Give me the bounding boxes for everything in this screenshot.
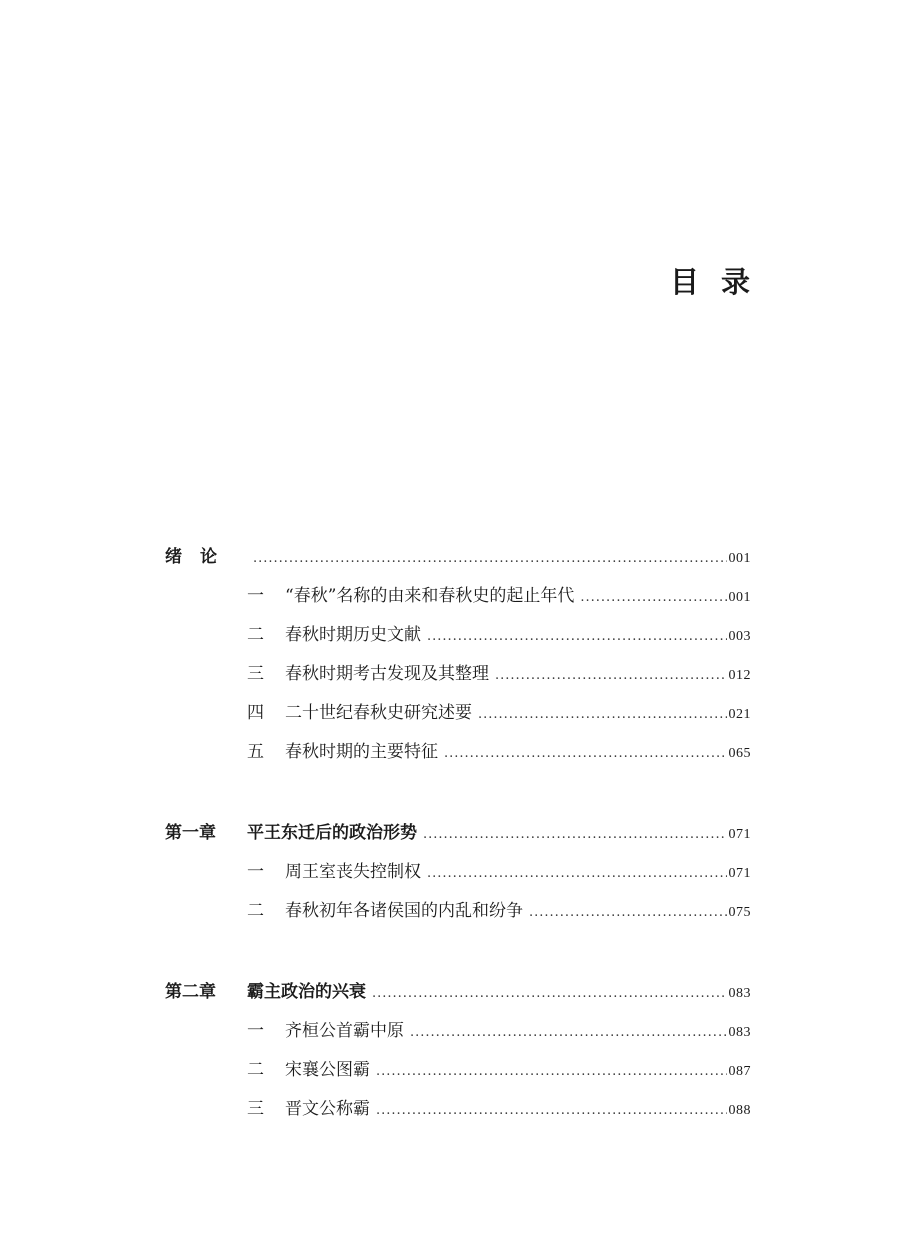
page-title: 目录 bbox=[669, 265, 772, 299]
toc-entry[interactable] bbox=[165, 1012, 751, 1051]
toc-entry[interactable] bbox=[165, 1090, 751, 1129]
entry-title: 齐桓公首霸中原 bbox=[285, 1021, 404, 1041]
toc-entry[interactable] bbox=[165, 655, 751, 694]
page-number: 001 bbox=[728, 590, 751, 605]
toc-entry[interactable] bbox=[165, 853, 751, 892]
toc-entry-chapter-1[interactable] bbox=[165, 814, 751, 853]
toc-section-chapter-1 bbox=[165, 814, 751, 931]
chapter-label: 第二章 bbox=[165, 982, 216, 1002]
toc-entry-intro[interactable] bbox=[165, 538, 751, 577]
entry-number: 五 bbox=[247, 742, 264, 762]
dot-leader bbox=[423, 815, 727, 854]
entry-title: 春秋时期历史文献 bbox=[285, 625, 421, 645]
entry-title: 春秋初年各诸侯国的内乱和纷争 bbox=[285, 901, 523, 921]
page-number: 071 bbox=[728, 866, 751, 881]
dot-leader bbox=[427, 617, 727, 656]
entry-number: 二 bbox=[247, 901, 264, 921]
page-number: 012 bbox=[728, 668, 751, 683]
toc-section-intro bbox=[165, 538, 751, 772]
entry-title: “春秋”名称的由来和春秋史的起止年代 bbox=[285, 586, 575, 606]
dot-leader bbox=[376, 1091, 727, 1130]
dot-leader bbox=[495, 656, 727, 695]
dot-leader bbox=[253, 539, 727, 578]
entry-number: 二 bbox=[247, 625, 264, 645]
toc-section-chapter-2 bbox=[165, 973, 751, 1129]
entry-number: 四 bbox=[247, 703, 264, 723]
toc-entry[interactable] bbox=[165, 892, 751, 931]
page-number: 087 bbox=[728, 1064, 751, 1079]
chapter-title: 霸主政治的兴衰 bbox=[247, 982, 366, 1002]
dot-leader bbox=[478, 695, 727, 734]
toc-entry[interactable] bbox=[165, 577, 751, 616]
dot-leader bbox=[372, 974, 727, 1013]
dot-leader bbox=[410, 1013, 727, 1052]
entry-title: 春秋时期的主要特征 bbox=[285, 742, 438, 762]
entry-number: 二 bbox=[247, 1060, 264, 1080]
toc-entry[interactable] bbox=[165, 694, 751, 733]
page-number: 003 bbox=[728, 629, 751, 644]
entry-number: 三 bbox=[247, 664, 264, 684]
page-number: 071 bbox=[728, 827, 751, 842]
toc-entry[interactable] bbox=[165, 616, 751, 655]
page-number: 001 bbox=[728, 551, 751, 566]
dot-leader bbox=[529, 893, 727, 932]
page-number: 083 bbox=[728, 986, 751, 1001]
page-number: 083 bbox=[728, 1025, 751, 1040]
entry-title: 周王室丧失控制权 bbox=[285, 862, 421, 882]
chapter-label: 第一章 bbox=[165, 823, 216, 843]
page-number: 065 bbox=[728, 746, 751, 761]
chapter-title: 平王东迁后的政治形势 bbox=[247, 823, 417, 843]
entry-number: 一 bbox=[247, 1021, 264, 1041]
entry-title: 春秋时期考古发现及其整理 bbox=[285, 664, 489, 684]
entry-number: 三 bbox=[247, 1099, 264, 1119]
toc-entry-chapter-2[interactable] bbox=[165, 973, 751, 1012]
entry-title: 晋文公称霸 bbox=[285, 1099, 370, 1119]
dot-leader bbox=[444, 734, 727, 773]
page-number: 021 bbox=[728, 707, 751, 722]
dot-leader bbox=[427, 854, 727, 893]
dot-leader bbox=[376, 1052, 727, 1091]
table-of-contents bbox=[165, 538, 751, 1129]
toc-entry[interactable] bbox=[165, 733, 751, 772]
page-number: 075 bbox=[728, 905, 751, 920]
chapter-label: 绪论 bbox=[165, 547, 235, 567]
dot-leader bbox=[580, 578, 726, 617]
entry-title: 二十世纪春秋史研究述要 bbox=[285, 703, 472, 723]
toc-entry[interactable] bbox=[165, 1051, 751, 1090]
entry-number: 一 bbox=[247, 862, 264, 882]
page-number: 088 bbox=[728, 1103, 751, 1118]
entry-title: 宋襄公图霸 bbox=[285, 1060, 370, 1080]
entry-number: 一 bbox=[247, 586, 264, 606]
